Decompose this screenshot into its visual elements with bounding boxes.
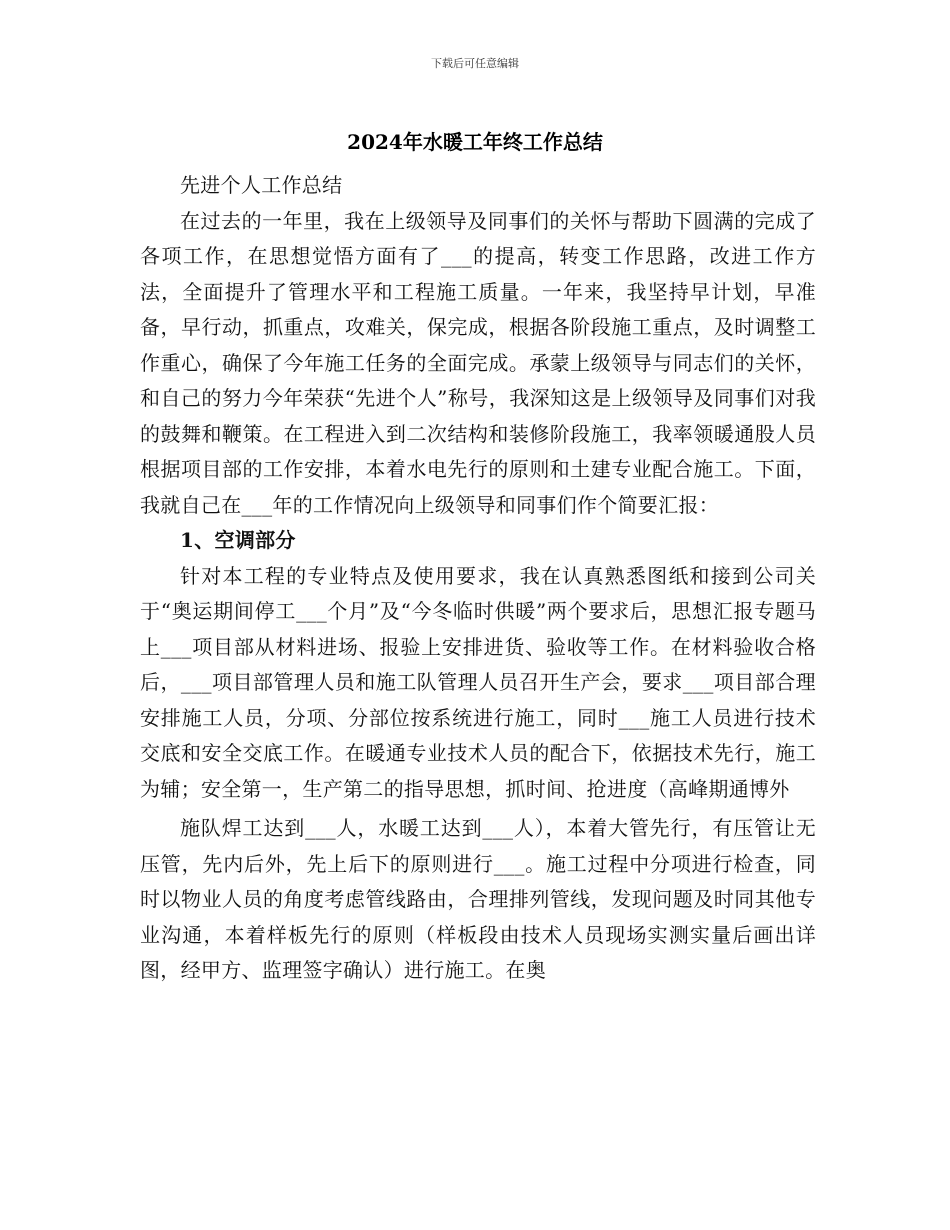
- aircon-paragraph-2: 施队焊工达到___人，水暖工达到___人），本着大管先行，有压管让无压管，先内后外，先上后下的原则进行___。施工过程中分项进行检查，同时以物业人员的角度考虑管线路由，合理排列管线，发现问题及时同其他专业沟通，本着样板先行的原则（样板段由技术人员现场实测实量后画出详图，经甲方、监理签字确认）进行施工。在奥: [140, 816, 816, 982]
- intro-paragraph: 在过去的一年里，我在上级领导及同事们的关怀与帮助下圆满的完成了各项工作，在思想觉悟方面有了___的提高，转变工作思路，改进工作方法，全面提升了管理水平和工程施工质量。一年来，我坚持早计划，早准备，早行动，抓重点，攻难关，保完成，根据各阶段施工重点，及时调整工作重心，确保了今年施工任务的全面完成。承蒙上级领导与同志们的关怀，和自己的努力今年荣获“先进个人”称号，我深知这是上级领导及同事们对我的鼓舞和鞭策。在工程进入到二次结构和装修阶段施工，我率领暖通股人员根据项目部的工作安排，本着水电先行的原则和土建专业配合施工。下面，我就自己在___年的工作情况向上级领导和同事们作个简要汇报：: [140, 208, 816, 517]
- header-note: 下载后可任意编辑: [431, 57, 519, 70]
- aircon-paragraph-1: 针对本工程的专业特点及使用要求，我在认真熟悉图纸和接到公司关于“奥运期间停工___个月”及“今冬临时供暖”两个要求后，思想汇报专题马上___项目部从材料进场、报验上安排进货、验收等工作。在材料验收合格后，___项目部管理人员和施工队管理人员召开生产会，要求___项目部合理安排施工人员，分项、分部位按系统进行施工，同时___施工人员进行技术交底和安全交底工作。在暖通专业技术人员的配合下，依据技术先行，施工为辅；安全第一，生产第二的指导思想，抓时间、抢进度（高峰期通博外: [140, 563, 816, 801]
- document-title: 2024年水暖工年终工作总结: [347, 130, 603, 154]
- subtitle: 先进个人工作总结: [180, 173, 343, 197]
- document-body: [140, 168, 816, 989]
- section-heading-aircon: 1、空调部分: [180, 528, 296, 552]
